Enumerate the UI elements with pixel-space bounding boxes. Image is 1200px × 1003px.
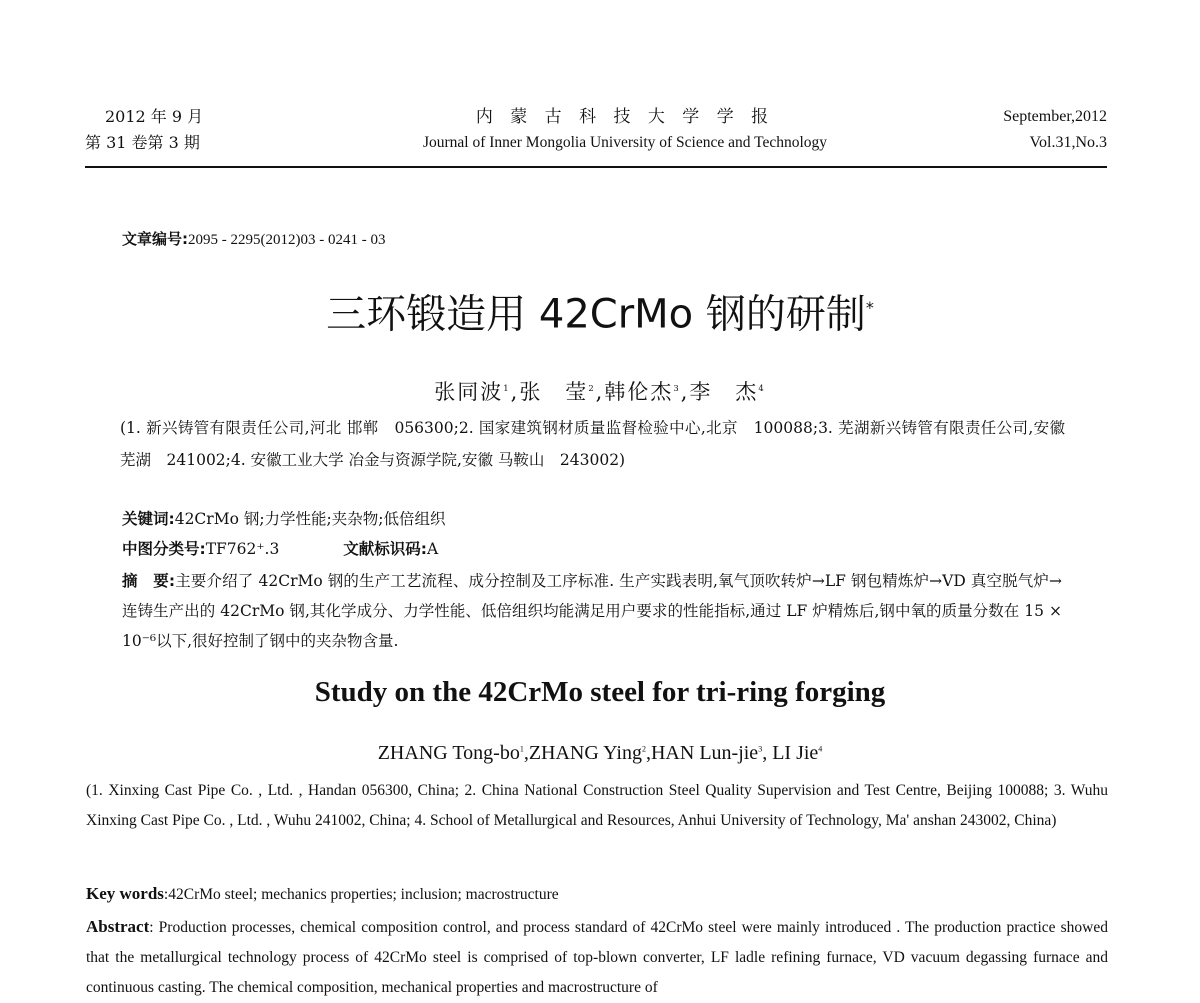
classification-line (122, 535, 438, 563)
abstract-en-text: : Production processes, chemical composition control, and process standard of 42CrMo steel were mainly introduced . The production practice showed that the metallurgical technology process of 42CrMo steel is comprised of top-blown converter, LF ladle refining furnace, VD vacuum degassing furnace and continuous casting. The chemical composition, mechanical properties and macrostructure of (86, 919, 1108, 996)
abstract-cn-label: 摘 要: (122, 572, 176, 590)
article-number-label: 文章编号: (122, 230, 188, 248)
author-cn: 韩伦杰 (604, 380, 674, 404)
keywords-cn-value: 42CrMo 钢;力学性能;夹杂物;低倍组织 (174, 510, 446, 528)
affiliation-en: (1. Xinxing Cast Pipe Co. , Ltd. , Handan 056300, China; 2. China National Construction Steel Quality Supervision and Test Centre, Beijing 100088; 3. Wuhu Xinxing Cast Pipe Co. , Ltd. , Wuhu 241002, China; 4. School of Metallurgical and Resources, Anhui University of Technology, Ma' anshan 243002, China) (86, 782, 1108, 829)
author-en-affil: 2 (641, 744, 646, 754)
classification-label: 中图分类号: (122, 540, 206, 558)
abstract-en-label: Abstract (86, 917, 150, 936)
abstract-cn (122, 566, 1062, 656)
affiliation-cn: (1. 新兴铸管有限责任公司,河北 邯郸 056300;2. 国家建筑钢材质量监督检验中心,北京 100088;3. 芜湖新兴铸管有限责任公司,安徽 芜湖 241002;4. 安徽工业大学 冶金与资源学院,安徽 马鞍山 243002) (120, 419, 1065, 469)
article-number (122, 228, 385, 249)
author-cn: 张同波 (434, 380, 504, 404)
authors-cn: 张同波$^1$,张 莹$^2$,韩伦杰$^3$,李 杰$^4$ (434, 380, 766, 404)
title-cn (0, 282, 1200, 340)
header-date-en: September,2012 (1003, 108, 1107, 125)
author-cn-affil: 4 (758, 383, 766, 393)
author-en: ZHANG Ying (528, 742, 642, 764)
title-cn-footnote-mark: * (865, 298, 874, 317)
doc-code-value: A (426, 540, 439, 558)
keywords-cn-label: 关键词: (122, 510, 175, 528)
keywords-en (86, 880, 559, 909)
author-cn: 张 莹 (519, 380, 589, 404)
abstract-cn-text: 主要介绍了 42CrMo 钢的生产工艺流程、成分控制及工序标准. 生产实践表明,氧气顶吹转炉→LF 钢包精炼炉→VD 真空脱气炉→连铸生产出的 42CrMo 钢,其化学成分、力学性能、低倍组织均能满足用户要求的性能指标,通过 LF 炉精炼后,钢中氧的质量分数在 15 × 10⁻⁶以下,很好控制了钢中的夹杂物含量. (122, 572, 1062, 650)
author-en-affil: 4 (818, 744, 823, 754)
article-number-value: 2095 - 2295(2012)03 - 0241 - 03 (188, 232, 386, 248)
header-issue-en: Vol.31,No.3 (1029, 134, 1107, 151)
keywords-en-label: Key words (86, 884, 164, 903)
keywords-cn (122, 505, 446, 533)
author-en-affil: 1 (519, 744, 524, 754)
abstract-en (86, 912, 1108, 1003)
title-en: Study on the 42CrMo steel for tri-ring forging (314, 676, 886, 708)
author-en-affil: 3 (758, 744, 763, 754)
header-rule (85, 166, 1107, 168)
authors-en: ZHANG Tong-$bo^1,ZHANG$ Ying$^2$,HAN Lun-jie$^3$, LI Jie$^4$ (377, 742, 823, 764)
author-cn-affil: 2 (588, 383, 596, 393)
author-cn-affil: 1 (503, 383, 511, 393)
header-center (345, 104, 905, 156)
header-left (85, 104, 305, 156)
keywords-en-value: :42CrMo steel; mechanics properties; inclusion; macrostructure (163, 886, 559, 903)
author-cn-affil: 3 (673, 383, 681, 393)
title-cn-text: 三环锻造用 42CrMo 钢的研制 (326, 291, 866, 338)
author-cn: 李 杰 (689, 380, 759, 404)
header-issue-cn: 第 31 卷第 3 期 (85, 133, 200, 152)
header-date-cn: 2012 年 9 月 (105, 107, 204, 126)
author-en: ZHANG Tong-bo (377, 742, 520, 764)
author-en: HAN Lun-jie (650, 742, 759, 764)
journal-name-cn: 内 蒙 古 科 技 大 学 学 报 (475, 107, 775, 127)
header-right (907, 104, 1107, 156)
author-en: LI Jie (772, 742, 819, 764)
journal-header (85, 104, 1107, 164)
journal-name-en: Journal of Inner Mongolia University of Science and Technology (422, 134, 828, 151)
doc-code-label: 文献标识码: (343, 540, 427, 558)
classification-value: TF762⁺.3 (205, 540, 280, 558)
